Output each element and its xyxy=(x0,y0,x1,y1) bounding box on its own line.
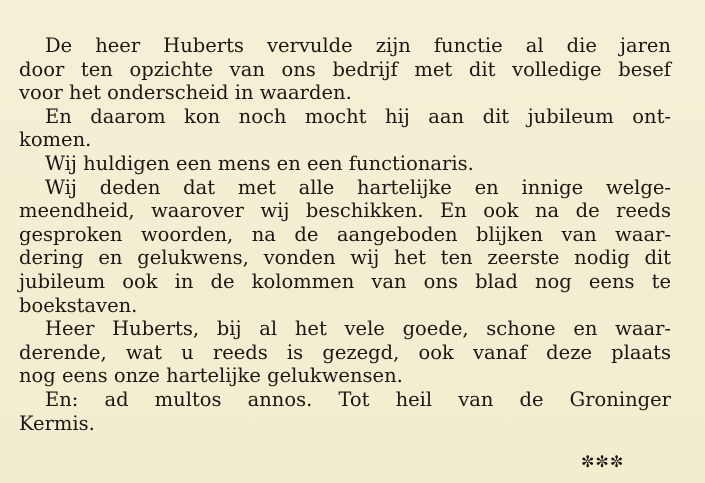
text-line: En: ad multos annos. Tot heil van de Groninger xyxy=(45,387,671,411)
text-line: En daarom kon noch mocht hij aan dit jubileum ont- xyxy=(45,104,671,128)
text-line: Wij deden dat met alle hartelijke en innige welge- xyxy=(45,175,671,199)
text-line: Kermis. xyxy=(19,411,95,435)
text-line: komen. xyxy=(19,128,92,152)
text-line: De heer Huberts vervulde zijn functie al die jaren xyxy=(45,34,671,57)
text-line: door ten opzichte van ons bedrijf met dit volledige besef xyxy=(19,57,671,81)
text-line: jubileum ook in de kolommen van ons blad nog eens te xyxy=(19,269,671,293)
text-line: dering en gelukwens, vonden wij het ten zeerste nodig dit xyxy=(19,246,671,270)
article-text xyxy=(19,34,671,435)
text-line: Heer Huberts, bij al het vele goede, schone en waar- xyxy=(45,317,671,341)
ornament-glyphs: ✼✼✼ xyxy=(581,452,625,471)
text-line: gesproken woorden, na de aangeboden blijken van waar- xyxy=(19,222,671,246)
text-line: nog eens onze hartelijke gelukwensen. xyxy=(19,364,403,388)
text-line: meendheid, waarover wij beschikken. En ook na de reeds xyxy=(19,199,671,223)
text-line: boekstaven. xyxy=(19,293,138,317)
text-line: Wij huldigen een mens en een functionaris. xyxy=(45,151,474,175)
text-line: derende, wat u reeds is gezegd, ook vanaf deze plaats xyxy=(19,340,671,364)
text-line: voor het onderscheid in waarden. xyxy=(19,81,352,105)
